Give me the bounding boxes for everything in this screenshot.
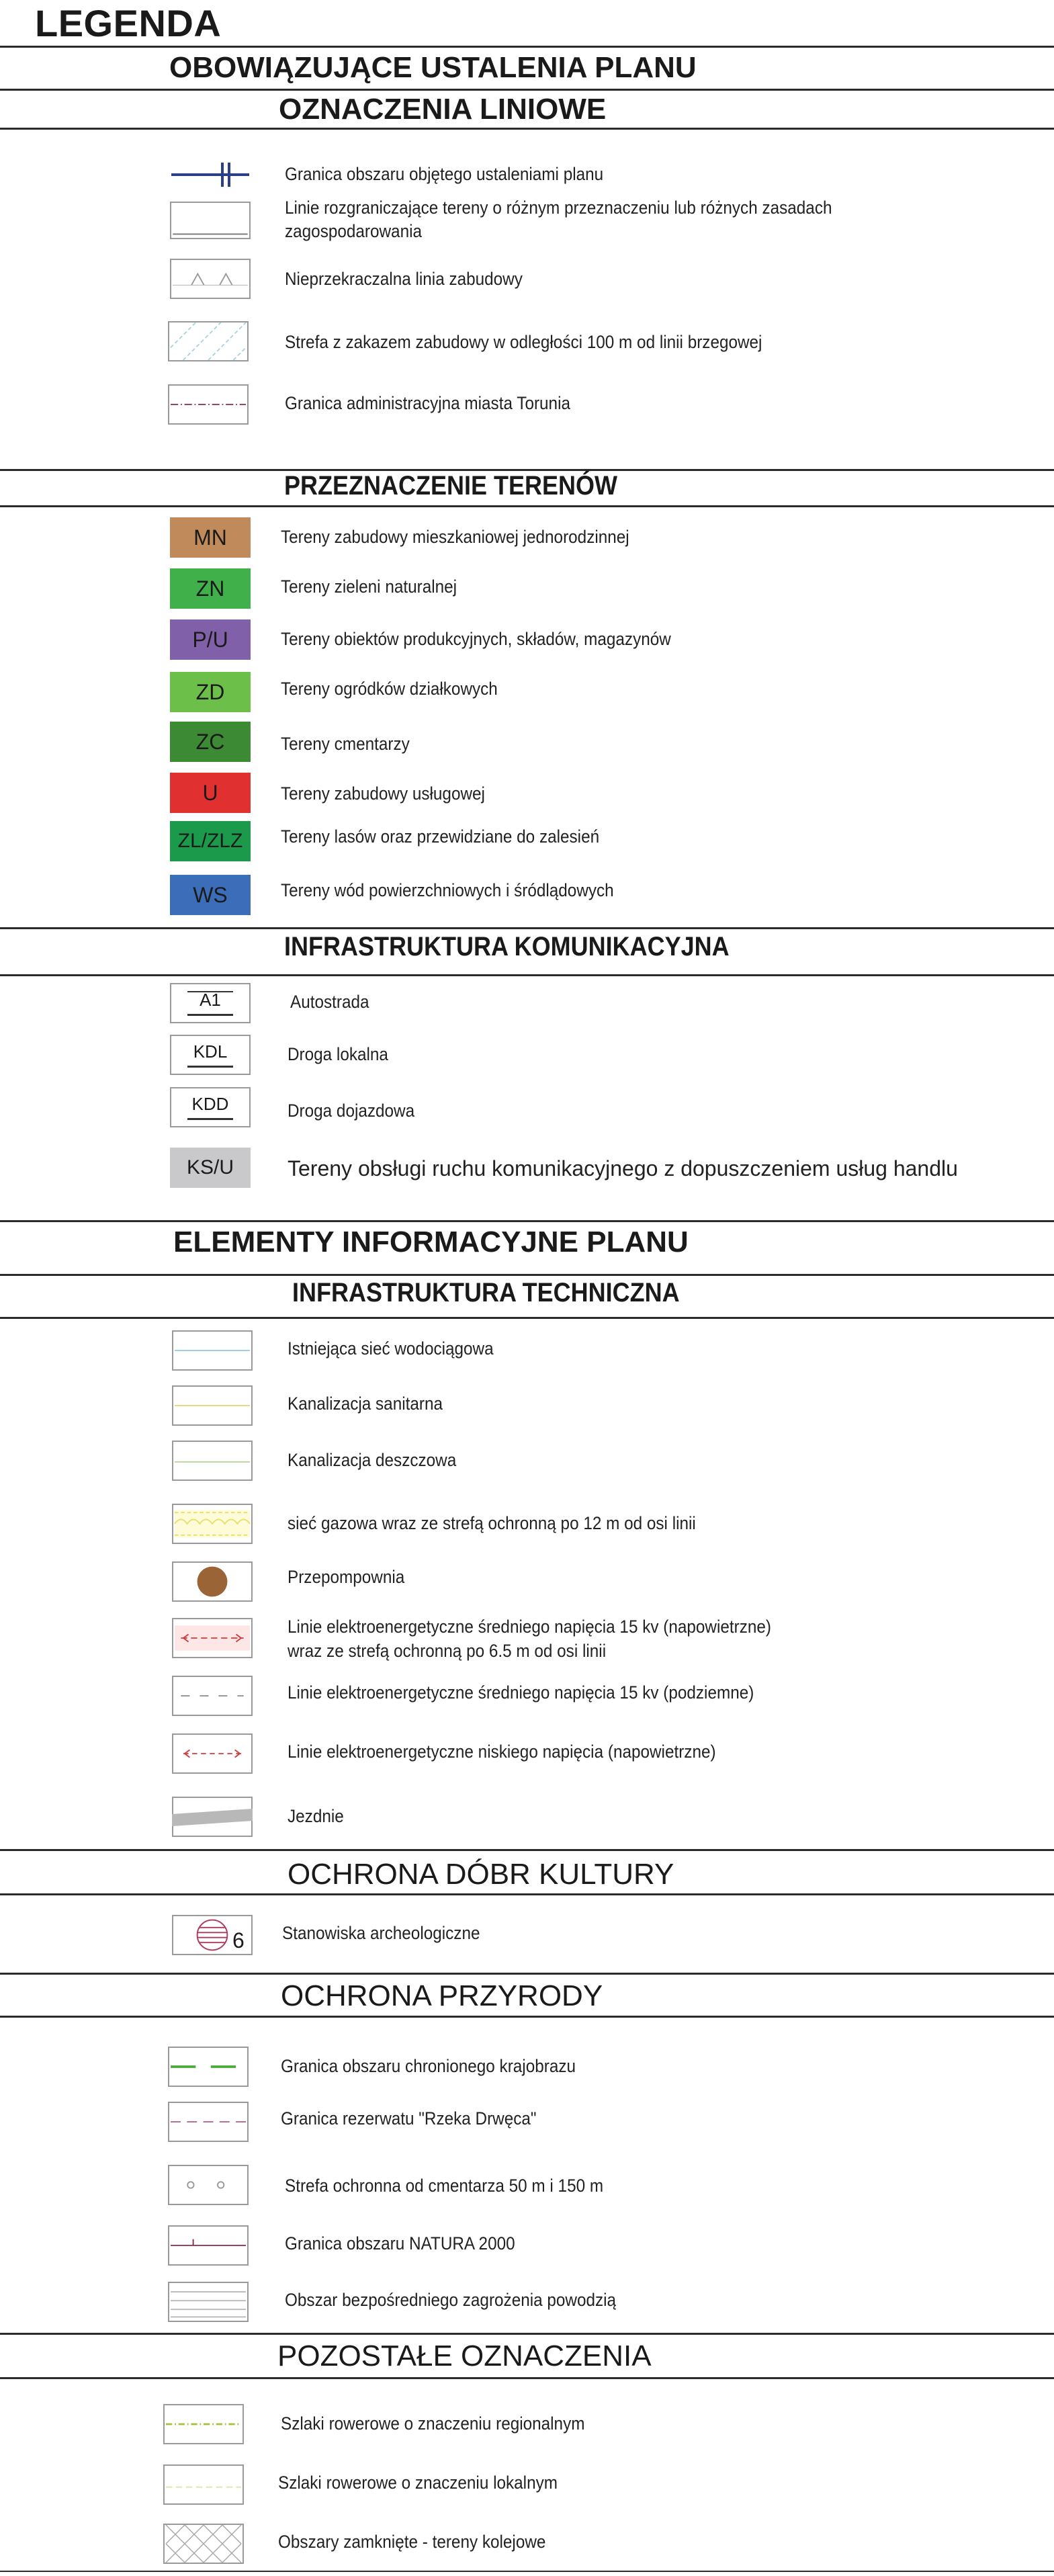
power-line-low-voltage-symbol [172,1733,253,1774]
divider [0,89,1054,91]
power-line-15kv-overhead-symbol [172,1618,253,1658]
nature-label: Granica obszaru NATURA 2000 [285,2233,515,2253]
reserve-boundary-symbol [168,2102,249,2142]
divider [0,1849,1054,1851]
section-technical-title: INFRASTRUKTURA TECHNICZNA [292,1278,680,1307]
sanitary-sewer-symbol [172,1385,253,1426]
power-line-15kv-underground-symbol [172,1676,253,1716]
linear-label: zagospodarowania [285,221,423,241]
linear-label: Linie rozgraniczające tereny o różnym przeznaczeniu lub różnych zasadach [285,198,832,218]
land-use-swatch-ksu: KS/U [170,1148,251,1188]
divider [0,1893,1054,1895]
section-informational-title: ELEMENTY INFORMACYJNE PLANU [173,1226,689,1258]
divider [0,2016,1054,2018]
nature-label: Obszar bezpośredniego zagrożenia powodzią [285,2290,617,2310]
land-use-label: Tereny zabudowy usługowej [281,783,485,804]
land-use-swatch-zc: ZC [170,722,251,762]
land-use-label: Tereny wód powierzchniowych i śródlądowych [281,880,614,900]
divider [0,1274,1054,1276]
building-line-symbol [170,259,251,299]
transport-label: Tereny obsługi ruchu komunikacyjnego z dopuszczeniem usług handlu [288,1156,958,1180]
local-bike-trail-symbol [163,2464,244,2505]
technical-label: Linie elektroenergetyczne średniego napięcia 15 kv (podziemne) [288,1682,754,1703]
admin-boundary-symbol [168,384,249,425]
technical-label: Linie elektroenergetyczne niskiego napięcia (napowietrzne) [288,1742,716,1762]
technical-label: Kanalizacja deszczowa [288,1450,457,1470]
cemetery-zone-symbol [168,2165,249,2205]
land-use-swatch-ws: WS [170,875,251,915]
natura-2000-boundary-symbol [168,2225,249,2266]
divider [0,1220,1054,1222]
transport-label: Droga dojazdowa [288,1101,415,1121]
linear-label: Granica obszaru objętego ustaleniami planu [285,164,604,184]
divider [0,128,1054,130]
land-use-swatch-pu: P/U [170,619,251,660]
technical-label: Istniejąca sieć wodociągowa [288,1338,494,1359]
land-use-label: Tereny lasów oraz przewidziane do zalesień [281,826,600,847]
section-transport-title: INFRASTRUKTURA KOMUNIKACYJNA [284,932,730,961]
legend-title: LEGENDA [35,2,222,44]
land-use-swatch-zd: ZD [170,672,251,712]
gas-network-symbol [172,1504,253,1544]
divider [0,2377,1054,2379]
divider [0,2571,1054,2572]
water-supply-symbol [172,1330,253,1371]
other-label: Obszary zamknięte - tereny kolejowe [278,2532,546,2552]
linear-label: Granica administracyjna miasta Torunia [285,393,570,413]
railway-area-symbol [163,2524,244,2564]
landscape-area-boundary-symbol [168,2047,249,2087]
divider [0,927,1054,929]
divider [0,505,1054,507]
land-use-swatch-u: U [170,773,251,813]
nature-label: Strefa ochronna od cmentarza 50 m i 150 m [285,2176,604,2196]
plan-boundary-symbol [170,156,251,194]
road-symbol-kdl: KDL [170,1035,251,1075]
linear-label: Nieprzekraczalna linia zabudowy [285,269,523,289]
section-heritage-title: OCHRONA DÓBR KULTURY [288,1858,674,1891]
divider [0,1317,1054,1319]
land-use-label: Tereny zieleni naturalnej [281,576,457,597]
road-symbol-kdd: KDD [170,1087,251,1127]
no-build-zone-symbol [168,321,249,361]
pumping-station-symbol [172,1561,253,1602]
section-linear-title: OZNACZENIA LINIOWE [279,93,607,126]
land-use-swatch-zn: ZN [170,568,251,609]
divider [0,46,1054,48]
technical-label: Kanalizacja sanitarna [288,1393,443,1414]
storm-sewer-symbol [172,1441,253,1481]
land-use-label: Tereny cmentarzy [281,734,410,754]
roadways-symbol [172,1797,253,1837]
land-use-swatch-zl: ZL/ZLZ [170,821,251,861]
technical-label: Jezdnie [288,1806,344,1826]
section-nature-title: OCHRONA PRZYRODY [281,1979,603,2012]
section-other-title: POZOSTAŁE OZNACZENIA [277,2339,652,2372]
divider [0,974,1054,976]
demarcation-line-symbol [170,202,251,239]
regional-bike-trail-symbol [163,2404,244,2444]
section-land-use-title: PRZEZNACZENIE TERENÓW [284,471,618,501]
archaeological-site-number: 6 [232,1928,245,1952]
nature-label: Granica obszaru chronionego krajobrazu [281,2056,576,2076]
other-label: Szlaki rowerowe o znaczeniu regionalnym [281,2413,585,2434]
divider [0,2333,1054,2335]
nature-label: Granica rezerwatu "Rzeka Drwęca" [281,2108,537,2129]
heritage-label: Stanowiska archeologiczne [282,1923,480,1943]
technical-label: Linie elektroenergetyczne średniego napięcia 15 kv (napowietrzne) [288,1617,771,1637]
land-use-label: Tereny obiektów produkcyjnych, składów, magazynów [281,629,671,649]
flood-risk-area-symbol [168,2282,249,2322]
transport-label: Autostrada [290,992,369,1012]
road-symbol-a1: A1 [170,983,251,1023]
archaeological-site-symbol [172,1915,253,1955]
land-use-label: Tereny zabudowy mieszkaniowej jednorodzinnej [281,527,629,547]
technical-label: Przepompownia [288,1567,405,1587]
technical-label: wraz ze strefą ochronną po 6.5 m od osi linii [288,1641,607,1661]
transport-label: Droga lokalna [288,1044,388,1064]
linear-label: Strefa z zakazem zabudowy w odległości 100 m od linii brzegowej [285,332,762,352]
other-label: Szlaki rowerowe o znaczeniu lokalnym [278,2473,558,2493]
land-use-label: Tereny ogródków działkowych [281,679,498,699]
section-binding-title: OBOWIĄZUJĄCE USTALENIA PLANU [169,51,697,84]
land-use-swatch-mn: MN [170,517,251,558]
technical-label: sieć gazowa wraz ze strefą ochronną po 12 m od osi linii [288,1513,696,1533]
divider [0,1973,1054,1975]
